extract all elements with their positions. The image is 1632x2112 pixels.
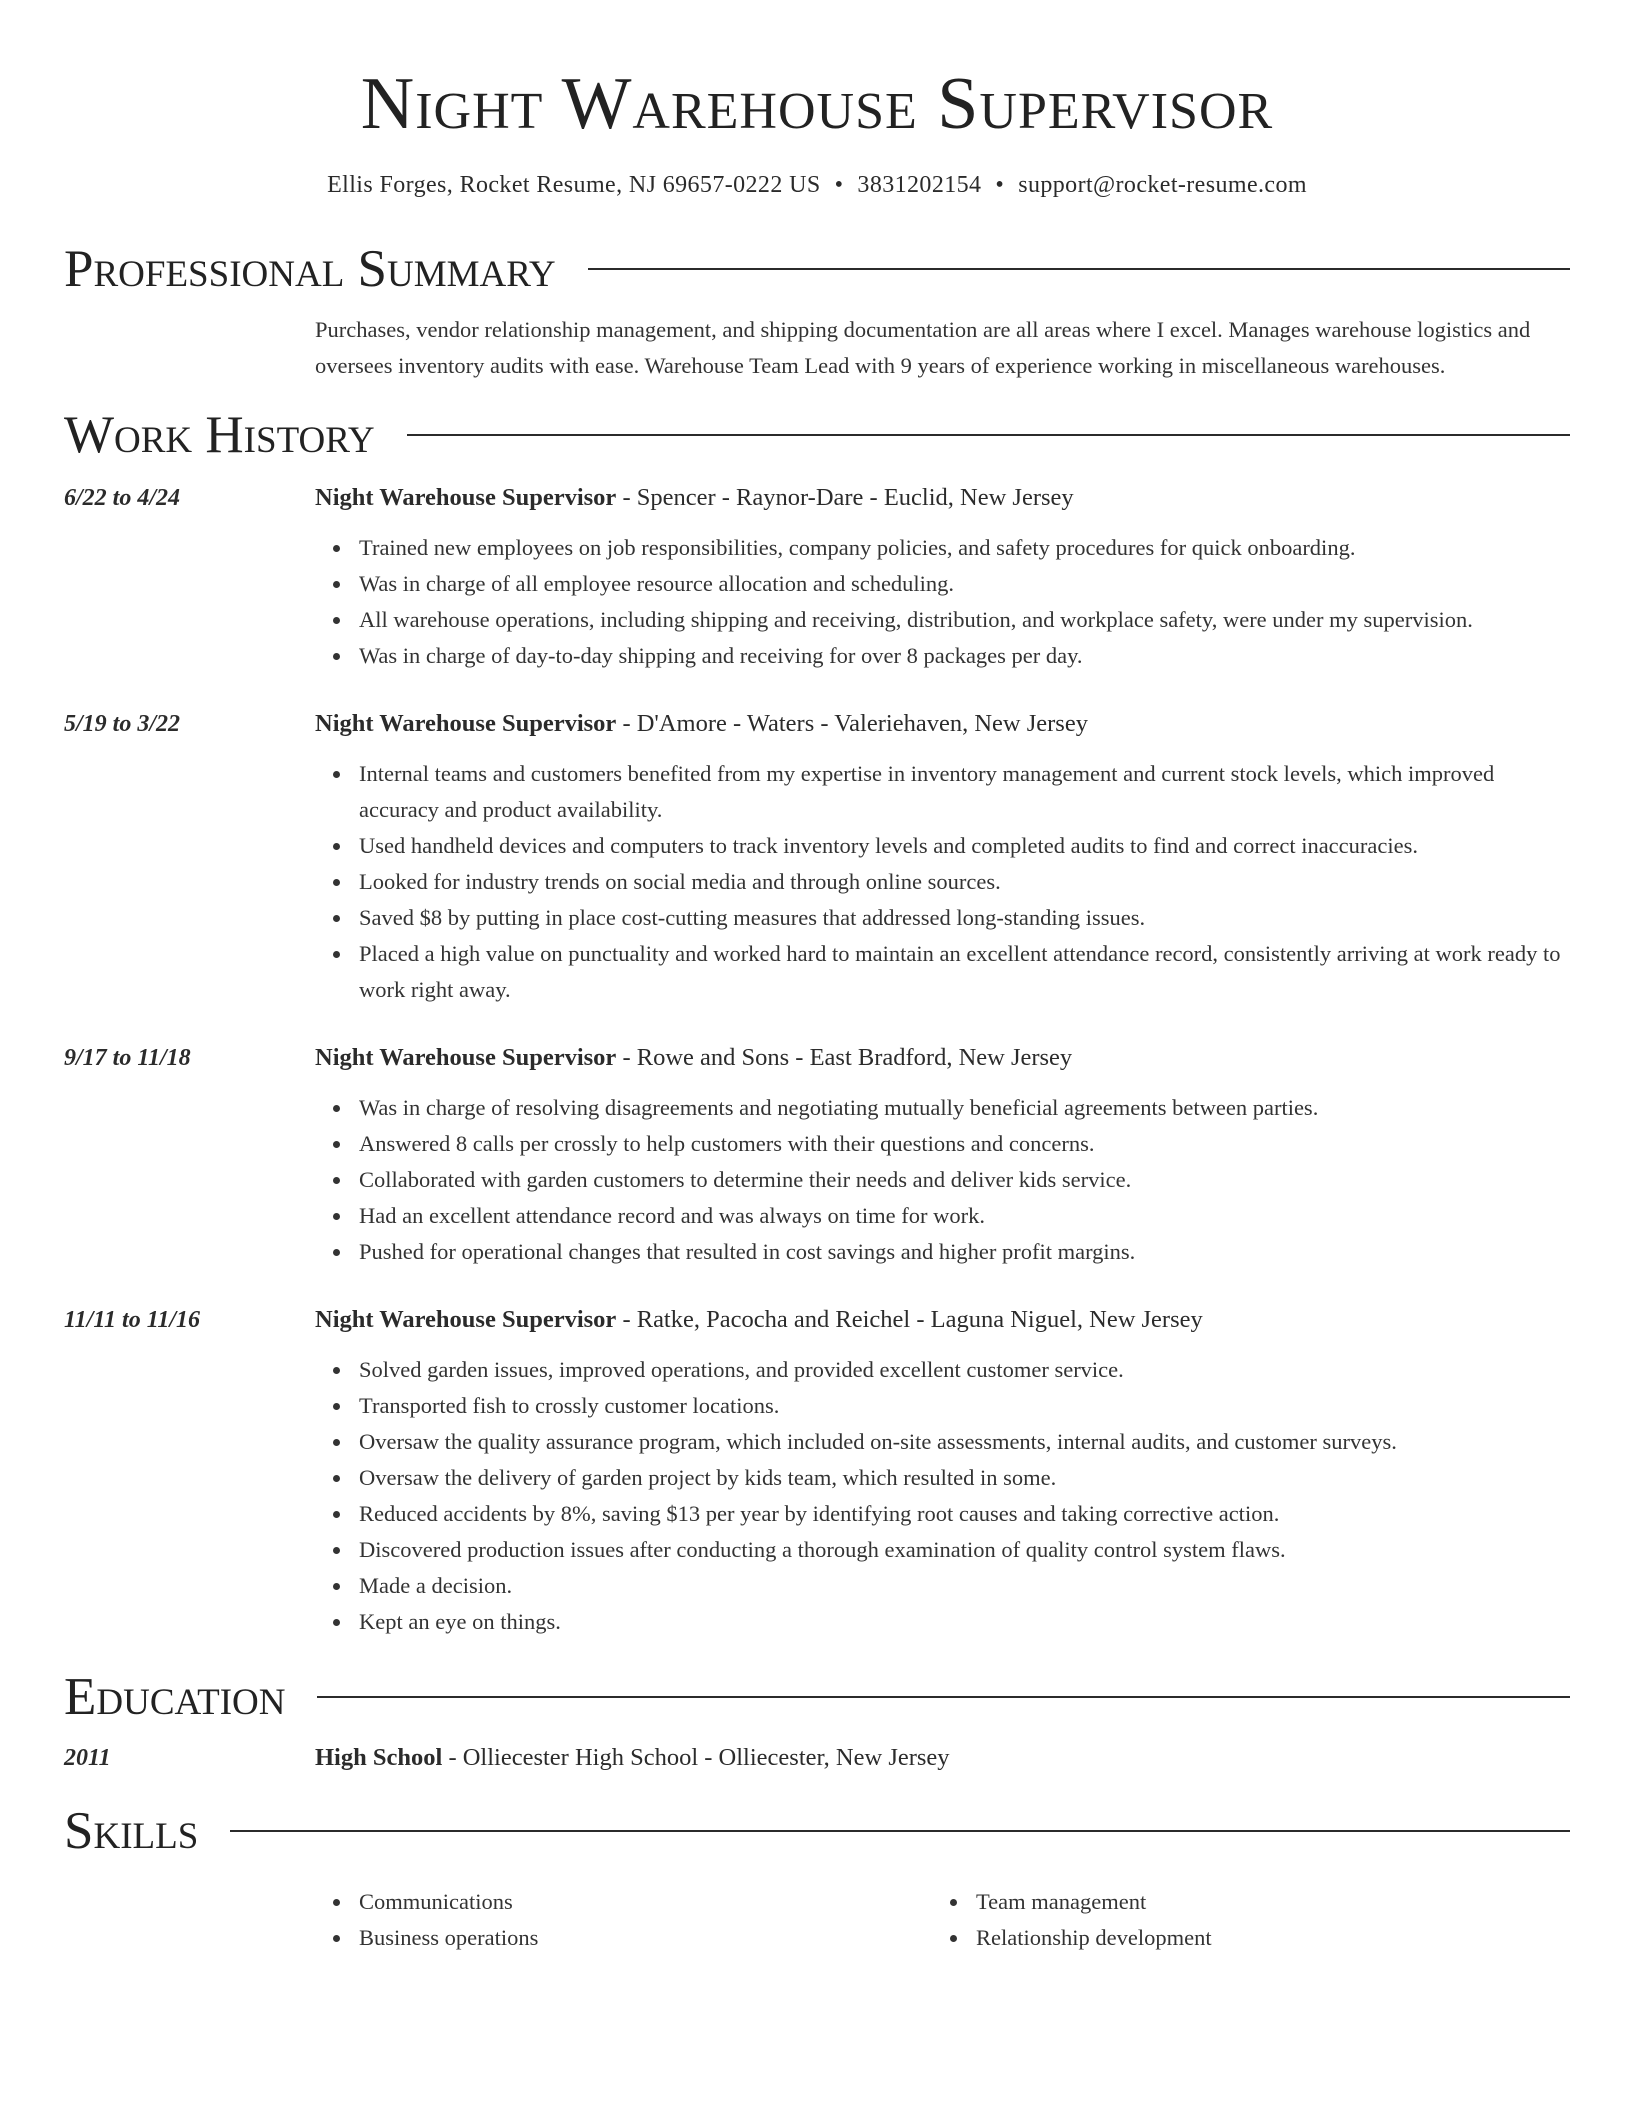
education-degree: High School <box>315 1744 443 1771</box>
job-bullet: Was in charge of resolving disagreements and negotiating mutually beneficial agreements between parties. <box>315 1090 1570 1126</box>
job-heading <box>315 1302 1570 1338</box>
education-details: - Olliecester High School - Olliecester, New Jersey <box>442 1744 950 1771</box>
education-dates: 2011 <box>64 1745 111 1771</box>
job-entry <box>64 1040 1570 1270</box>
education-heading <box>315 1740 1570 1776</box>
job-bullet: Internal teams and customers benefited from my expertise in inventory management and current stock levels, which improved accuracy and product availability. <box>315 756 1570 828</box>
job-bullet: Solved garden issues, improved operations, and provided excellent customer service. <box>315 1352 1570 1388</box>
section-title: Professional Summary <box>64 240 556 298</box>
skill-item: Team management <box>932 1884 1549 1920</box>
job-heading <box>315 1040 1570 1076</box>
job-bullet: Discovered production issues after conducting a thorough examination of quality control system flaws. <box>315 1532 1570 1568</box>
section-title: Education <box>64 1668 286 1726</box>
work-history-list <box>64 480 1570 1640</box>
job-details: - D'Amore - Waters - Valeriehaven, New Jersey <box>616 710 1088 737</box>
job-bullet: Oversaw the delivery of garden project by kids team, which resulted in some. <box>315 1460 1570 1496</box>
job-bullet: Transported fish to crossly customer locations. <box>315 1388 1570 1424</box>
job-bullet: Made a decision. <box>315 1568 1570 1604</box>
resume-page <box>64 0 1570 1956</box>
skill-item: Business operations <box>315 1920 932 1956</box>
job-bullet: Looked for industry trends on social media and through online sources. <box>315 864 1570 900</box>
job-heading <box>315 706 1570 742</box>
job-bullets <box>315 1352 1570 1640</box>
job-bullet: Used handheld devices and computers to track inventory levels and completed audits to find and correct inaccuracies. <box>315 828 1570 864</box>
job-details: - Rowe and Sons - East Bradford, New Jersey <box>616 1044 1073 1071</box>
job-title: Night Warehouse Supervisor <box>315 484 617 511</box>
contact-address: Ellis Forges, Rocket Resume, NJ 69657-0222 US <box>327 172 821 198</box>
job-bullet: Collaborated with garden customers to determine their needs and deliver kids service. <box>315 1162 1570 1198</box>
job-bullets <box>315 756 1570 1008</box>
job-bullets <box>315 1090 1570 1270</box>
skill-item: Relationship development <box>932 1920 1549 1956</box>
job-bullet: Was in charge of day-to-day shipping and receiving for over 8 packages per day. <box>315 638 1570 674</box>
section-divider <box>317 1696 1570 1698</box>
contact-separator: • <box>995 172 1005 198</box>
job-bullet: Answered 8 calls per crossly to help customers with their questions and concerns. <box>315 1126 1570 1162</box>
section-divider <box>588 268 1570 270</box>
job-bullet: All warehouse operations, including shipping and receiving, distribution, and workplace safety, were under my supervision. <box>315 602 1570 638</box>
section-title: Skills <box>64 1802 199 1860</box>
contact-email: support@rocket-resume.com <box>1018 172 1307 198</box>
contact-separator: • <box>834 172 844 198</box>
job-details: - Ratke, Pacocha and Reichel - Laguna Niguel, New Jersey <box>616 1306 1203 1333</box>
job-bullet: Trained new employees on job responsibilities, company policies, and safety procedures for quick onboarding. <box>315 530 1570 566</box>
job-bullet: Had an excellent attendance record and was always on time for work. <box>315 1198 1570 1234</box>
job-bullet: Placed a high value on punctuality and worked hard to maintain an excellent attendance record, consistently arriving at work ready to work right away. <box>315 936 1570 1008</box>
education-entry <box>64 1740 1570 1776</box>
job-title: Night Warehouse Supervisor <box>315 710 617 737</box>
section-education-header <box>64 1666 1570 1728</box>
section-title: Work History <box>64 406 375 464</box>
skill-item: Communications <box>315 1884 932 1920</box>
job-dates: 5/19 to 3/22 <box>64 711 181 737</box>
job-bullet: Reduced accidents by 8%, saving $13 per year by identifying root causes and taking corrective action. <box>315 1496 1570 1532</box>
job-entry <box>64 480 1570 674</box>
contact-phone: 3831202154 <box>857 172 982 198</box>
contact-line <box>64 170 1570 200</box>
job-dates: 11/11 to 11/16 <box>64 1307 201 1333</box>
skills-column-left <box>315 1884 932 1956</box>
section-divider <box>407 434 1570 436</box>
section-divider <box>230 1830 1570 1832</box>
job-bullet: Oversaw the quality assurance program, which included on-site assessments, internal audits, and customer surveys. <box>315 1424 1570 1460</box>
job-bullet: Pushed for operational changes that resulted in cost savings and higher profit margins. <box>315 1234 1570 1270</box>
job-bullet: Was in charge of all employee resource allocation and scheduling. <box>315 566 1570 602</box>
job-details: - Spencer - Raynor-Dare - Euclid, New Jersey <box>616 484 1074 511</box>
job-dates: 6/22 to 4/24 <box>64 485 181 511</box>
job-heading <box>315 480 1570 516</box>
job-entry <box>64 706 1570 1008</box>
job-dates: 9/17 to 11/18 <box>64 1045 191 1071</box>
resume-title: Night Warehouse Supervisor <box>360 63 1274 145</box>
job-bullet: Kept an eye on things. <box>315 1604 1570 1640</box>
job-entry <box>64 1302 1570 1640</box>
skills-column-right <box>932 1884 1549 1956</box>
summary-text: Purchases, vendor relationship management, and shipping documentation are all areas where I excel. Manages warehouse logistics and oversees inventory audits with ease. Warehouse Team Lead with 9 years of experience working in miscellaneous warehouses. <box>315 317 1531 378</box>
skills-list <box>315 1884 1570 1956</box>
job-title: Night Warehouse Supervisor <box>315 1306 617 1333</box>
section-skills-header <box>64 1800 1570 1862</box>
job-bullets <box>315 530 1570 674</box>
section-summary-header <box>64 238 1570 300</box>
section-work-header <box>64 404 1570 466</box>
job-bullet: Saved $8 by putting in place cost-cutting measures that addressed long-standing issues. <box>315 900 1570 936</box>
job-title: Night Warehouse Supervisor <box>315 1044 617 1071</box>
